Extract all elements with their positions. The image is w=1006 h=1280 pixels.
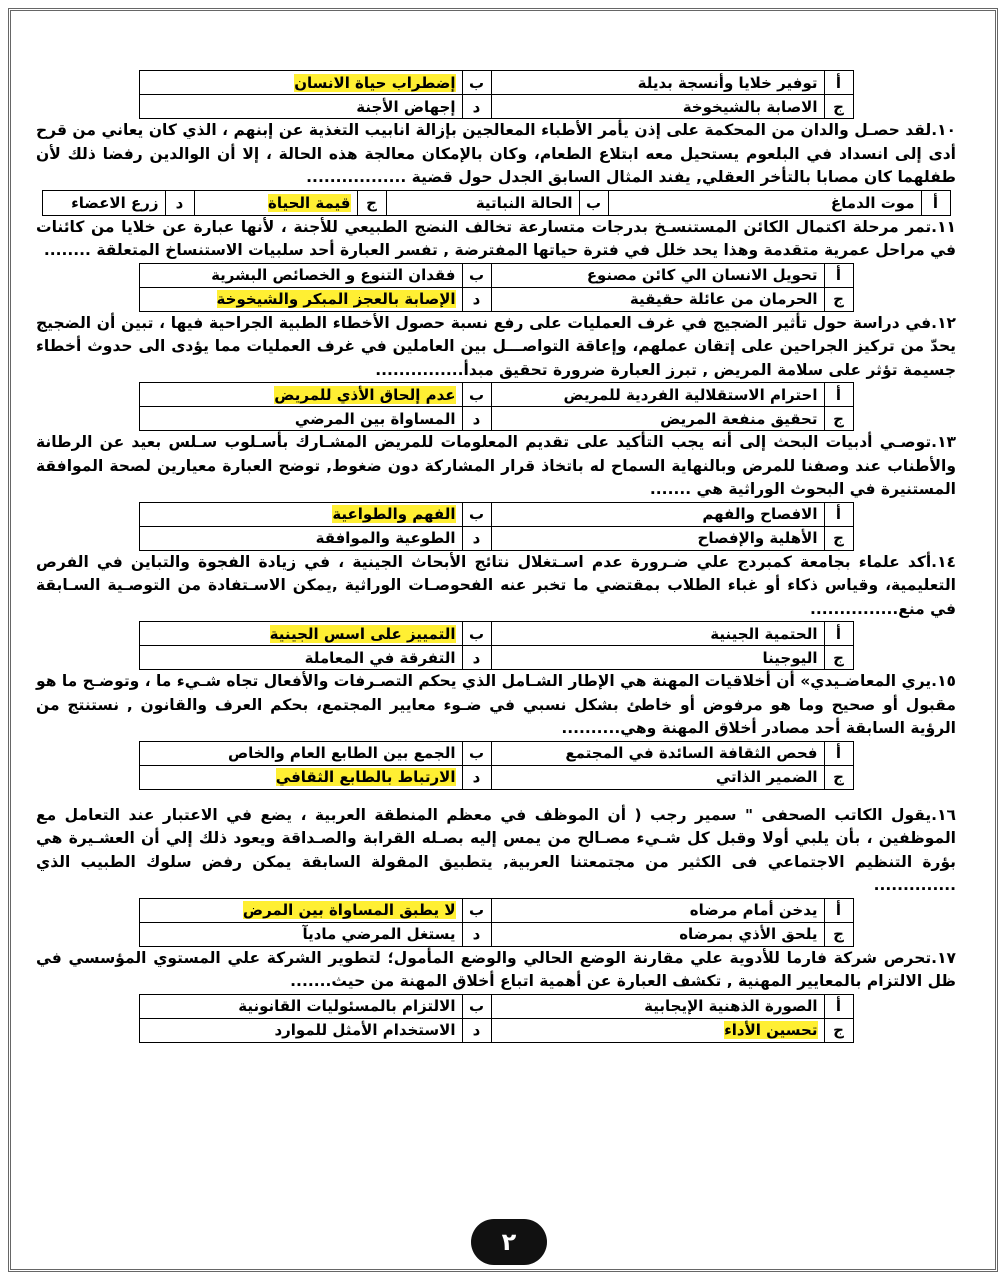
option-letter: د bbox=[165, 190, 194, 215]
options-row bbox=[139, 741, 853, 765]
option-letter: ب bbox=[462, 502, 491, 526]
highlighted-answer: الفهم والطواعية bbox=[332, 505, 456, 523]
option-letter: ب bbox=[462, 71, 491, 95]
option-text bbox=[139, 502, 462, 526]
options-row bbox=[139, 622, 853, 646]
option-letter: أ bbox=[824, 71, 853, 95]
option-text: يلحق الأذي بمرضاه bbox=[491, 922, 824, 946]
options-row bbox=[139, 383, 853, 407]
highlighted-answer: الارتباط بالطابع الثقافي bbox=[275, 768, 456, 786]
highlighted-answer: لا يطبق المساواة بين المرض bbox=[242, 901, 456, 919]
option-letter: أ bbox=[824, 994, 853, 1018]
question-16-text: ١٦.يقول الكاتب الصحفى " سمير رجب ( أن الموظف في معظم المنطقة العربية ، يضع في الاعتبار عند التعامل مع الموظفين ، بأن يلبي أولا وقبل كل شـيء مصـالح من يمس إليه بصـله القرابة والصـداقة ويعود ذلك إلي أن العشـيرة هي بؤرة التنظيم الاجتماعي فى الكثير من مجتمعتنا العربية, يتطبيق المقولة السابقة يمكن رفض سلوك الطبيب الذي .............. bbox=[36, 805, 956, 894]
option-text: الصورة الذهنية الإيجابية bbox=[491, 994, 824, 1018]
option-text: الأهلية والإفصاح bbox=[491, 526, 824, 550]
option-letter: ب bbox=[462, 994, 491, 1018]
option-text: المساواة بين المرضي bbox=[139, 407, 462, 431]
option-letter: د bbox=[462, 407, 491, 431]
option-text: الالتزام بالمسئوليات القانونية bbox=[139, 994, 462, 1018]
question-10-text: ١٠.لقد حصـل والدان من المحكمة على إذن يأمر الأطباء المعالجين بإزالة انابيب التغذية عن إبنهم ، الذي كان يعاني من قرح أدى إلى انسداد في البلعوم يستحيل معه ابتلاع الطعام، وكان بالإمكان معالجة هذه الحالة ، إلا أن الوالدين رفضا ذلك لأن طفلهما كان مصابا بالتأخر العقلي, يفند المثال السابق الجدل حول قضية ................. bbox=[36, 121, 956, 186]
option-text: زرع الاعضاء bbox=[42, 190, 165, 215]
option-letter: د bbox=[462, 1018, 491, 1042]
options-row bbox=[139, 407, 853, 431]
option-text bbox=[139, 383, 462, 407]
option-text: الطوعية والموافقة bbox=[139, 526, 462, 550]
options-row bbox=[139, 994, 853, 1018]
option-letter: ب bbox=[462, 898, 491, 922]
options-row bbox=[42, 190, 950, 215]
option-letter: أ bbox=[824, 622, 853, 646]
q17-options bbox=[139, 994, 854, 1043]
question-15-text: ١٥.يري المعاضـيدي» أن أخلاقيات المهنة هي الإطار الشـامل الذي يحكم التصـرفات والأفعال تجاه شـيء ما ، وتوضـح ما هو مقبول أو صحيح وما هو مرفوض أو خاطئ بشكل نسبي في ضـوء معايير المجتمع، بحكم العرف والقانون , نستنتج من الرؤية السابقة أحد مصادر أخلاق المهنة وهي.......... bbox=[36, 672, 956, 737]
option-letter: د bbox=[462, 765, 491, 789]
q11-options bbox=[139, 263, 854, 312]
option-letter: ج bbox=[357, 190, 386, 215]
option-letter: ب bbox=[462, 741, 491, 765]
option-text: الافصاح والفهم bbox=[491, 502, 824, 526]
option-text: الاستخدام الأمثل للموارد bbox=[139, 1018, 462, 1042]
option-text: فحص الثقافة السائدة في المجتمع bbox=[491, 741, 824, 765]
option-text bbox=[139, 71, 462, 95]
option-text: احترام الاستقلالية الفردية للمريض bbox=[491, 383, 824, 407]
option-letter: ج bbox=[824, 646, 853, 670]
option-letter: أ bbox=[824, 383, 853, 407]
option-letter: د bbox=[462, 646, 491, 670]
q9-options bbox=[139, 70, 854, 119]
highlighted-answer: قيمة الحياة bbox=[267, 193, 351, 212]
option-text: الجمع بين الطابع العام والخاص bbox=[139, 741, 462, 765]
question-13-text: ١٣.توصـي أدبيات البحث إلى أنه يجب التأكيد على تقديم المعلومات للمريض المشـارك بأسـلوب سـلس بعيد عن الرطانة والأطناب عند وصفنا للمرض وبالنهاية السماح له باتخاذ قرار المشاركة دون ضغوط, توضح العبارة معيارين لصحة الموافقة المستنيرة في البحوث الوراثية هي ....... bbox=[36, 433, 956, 498]
option-letter: ج bbox=[824, 765, 853, 789]
options-row bbox=[139, 263, 853, 287]
question-12-text: ١٢.في دراسة حول تأثير الضجيج في غرف العمليات على رفع نسبة حصول الأخطاء الطبية الجراحية فيها ، تبين أن الضجيج يحدّ من تركيز الجراحين على إتقان عملهم، وإعاقة التواصـــل بين العاملين في غرف العمليات مما يؤدى الى حدوث أخطاء جسيمة تؤثر على سلامة المريض , تبرز العبارة ضرورة تحقيق مبدأ............... bbox=[36, 313, 956, 379]
option-text: يدخن أمام مرضاه bbox=[491, 898, 824, 922]
question-17-text: ١٧.تحرص شركة فارما للأدوية علي مقارنة الوضع الحالي والوضع المأمول؛ لتطوير الشركة علي المستوي المؤسسي في ظل الالتزام بالمعايير المهنية , تكشف العبارة عن أهمية اتباع أخلاق المهنة من حيث....... bbox=[36, 948, 956, 990]
option-text: الحتمية الجينية bbox=[491, 622, 824, 646]
option-text: الحرمان من عائلة حقيقية bbox=[491, 287, 824, 311]
option-letter: أ bbox=[824, 898, 853, 922]
option-letter: ج bbox=[824, 95, 853, 119]
option-letter: ج bbox=[824, 922, 853, 946]
question-11-text: ١١.تمر مرحلة اكتمال الكائن المستنسـخ بدرجات متسارعة تخالف النضج الطبيعي للأجنة ، لأنها عبارة عن خلايا من كائنات في مراحل عمرية متقدمة وهذا يحد خلل في فترة حياتها المفترضة , تفسر العبارة أحد سلبيات الاستنساخ المتعلقة ........ bbox=[36, 217, 956, 259]
option-text: الضمير الذاتي bbox=[491, 765, 824, 789]
option-letter: ج bbox=[824, 1018, 853, 1042]
option-text: التفرقة في المعاملة bbox=[139, 646, 462, 670]
option-text: إجهاض الأجنة bbox=[139, 95, 462, 119]
option-letter: ج bbox=[824, 526, 853, 550]
q16-options bbox=[139, 898, 854, 947]
option-text bbox=[139, 765, 462, 789]
option-text: الاصابة بالشيخوخة bbox=[491, 95, 824, 119]
page-number-badge: ٢ bbox=[471, 1219, 547, 1265]
option-text bbox=[139, 622, 462, 646]
options-row bbox=[139, 71, 853, 95]
option-text: تحويل الانسان الي كائن مصنوع bbox=[491, 263, 824, 287]
option-letter: أ bbox=[921, 190, 950, 215]
option-text: موت الدماغ bbox=[608, 190, 921, 215]
option-text bbox=[194, 190, 357, 215]
option-letter: د bbox=[462, 287, 491, 311]
highlighted-answer: عدم إلحاق الأذي للمريض bbox=[274, 385, 456, 404]
option-text: الحالة النباتية bbox=[386, 190, 579, 215]
option-text bbox=[139, 287, 462, 311]
options-row bbox=[139, 898, 853, 922]
option-letter: ب bbox=[579, 190, 608, 215]
option-letter: أ bbox=[824, 741, 853, 765]
option-text: تحقيق منفعة المريض bbox=[491, 407, 824, 431]
options-row bbox=[139, 922, 853, 946]
option-letter: أ bbox=[824, 502, 853, 526]
option-letter: ب bbox=[462, 383, 491, 407]
q13-options bbox=[139, 502, 854, 551]
option-text: توفير خلايا وأنسجة بديلة bbox=[491, 71, 824, 95]
q10-options bbox=[42, 190, 951, 216]
highlighted-answer: إضطراب حياة الانسان bbox=[294, 73, 456, 92]
option-text: يستغل المرضي ماديآ bbox=[139, 922, 462, 946]
option-letter: ج bbox=[824, 287, 853, 311]
option-letter: د bbox=[462, 922, 491, 946]
highlighted-answer: التمييز على اسس الجينية bbox=[269, 624, 456, 643]
options-row bbox=[139, 95, 853, 119]
highlighted-answer: الإصابة بالعجز المبكر والشيخوخة bbox=[216, 290, 456, 308]
q14-options bbox=[139, 621, 854, 670]
q12-options bbox=[139, 382, 854, 431]
option-letter: ج bbox=[824, 407, 853, 431]
highlighted-answer: تحسين الأداء bbox=[724, 1021, 818, 1039]
option-letter: د bbox=[462, 526, 491, 550]
option-letter: أ bbox=[824, 263, 853, 287]
option-letter: ب bbox=[462, 622, 491, 646]
option-text bbox=[139, 898, 462, 922]
option-text bbox=[491, 1018, 824, 1042]
option-text: فقدان التنوع و الخصائص البشرية bbox=[139, 263, 462, 287]
option-letter: د bbox=[462, 95, 491, 119]
options-row bbox=[139, 502, 853, 526]
options-row bbox=[139, 765, 853, 789]
options-row bbox=[139, 287, 853, 311]
option-letter: ب bbox=[462, 263, 491, 287]
options-row bbox=[139, 1018, 853, 1042]
options-row bbox=[139, 526, 853, 550]
option-text: اليوجينا bbox=[491, 646, 824, 670]
question-14-text: ١٤.أكد علماء بجامعة كمبردج علي ضـرورة عدم اسـتغلال نتائج الأبحاث الجينية ، في زيادة الفجوة والتباين في الفرص التعليمية، وقياس ذكاء أو غباء الطلاب بمقتضي ما تخبر عنه الفحوصـات الوراثية ,يمكن الاسـتفادة من التوصـية السـابقة في منع............... bbox=[36, 552, 956, 618]
questions-content bbox=[36, 70, 956, 1043]
q15-options bbox=[139, 741, 854, 790]
options-row bbox=[139, 646, 853, 670]
